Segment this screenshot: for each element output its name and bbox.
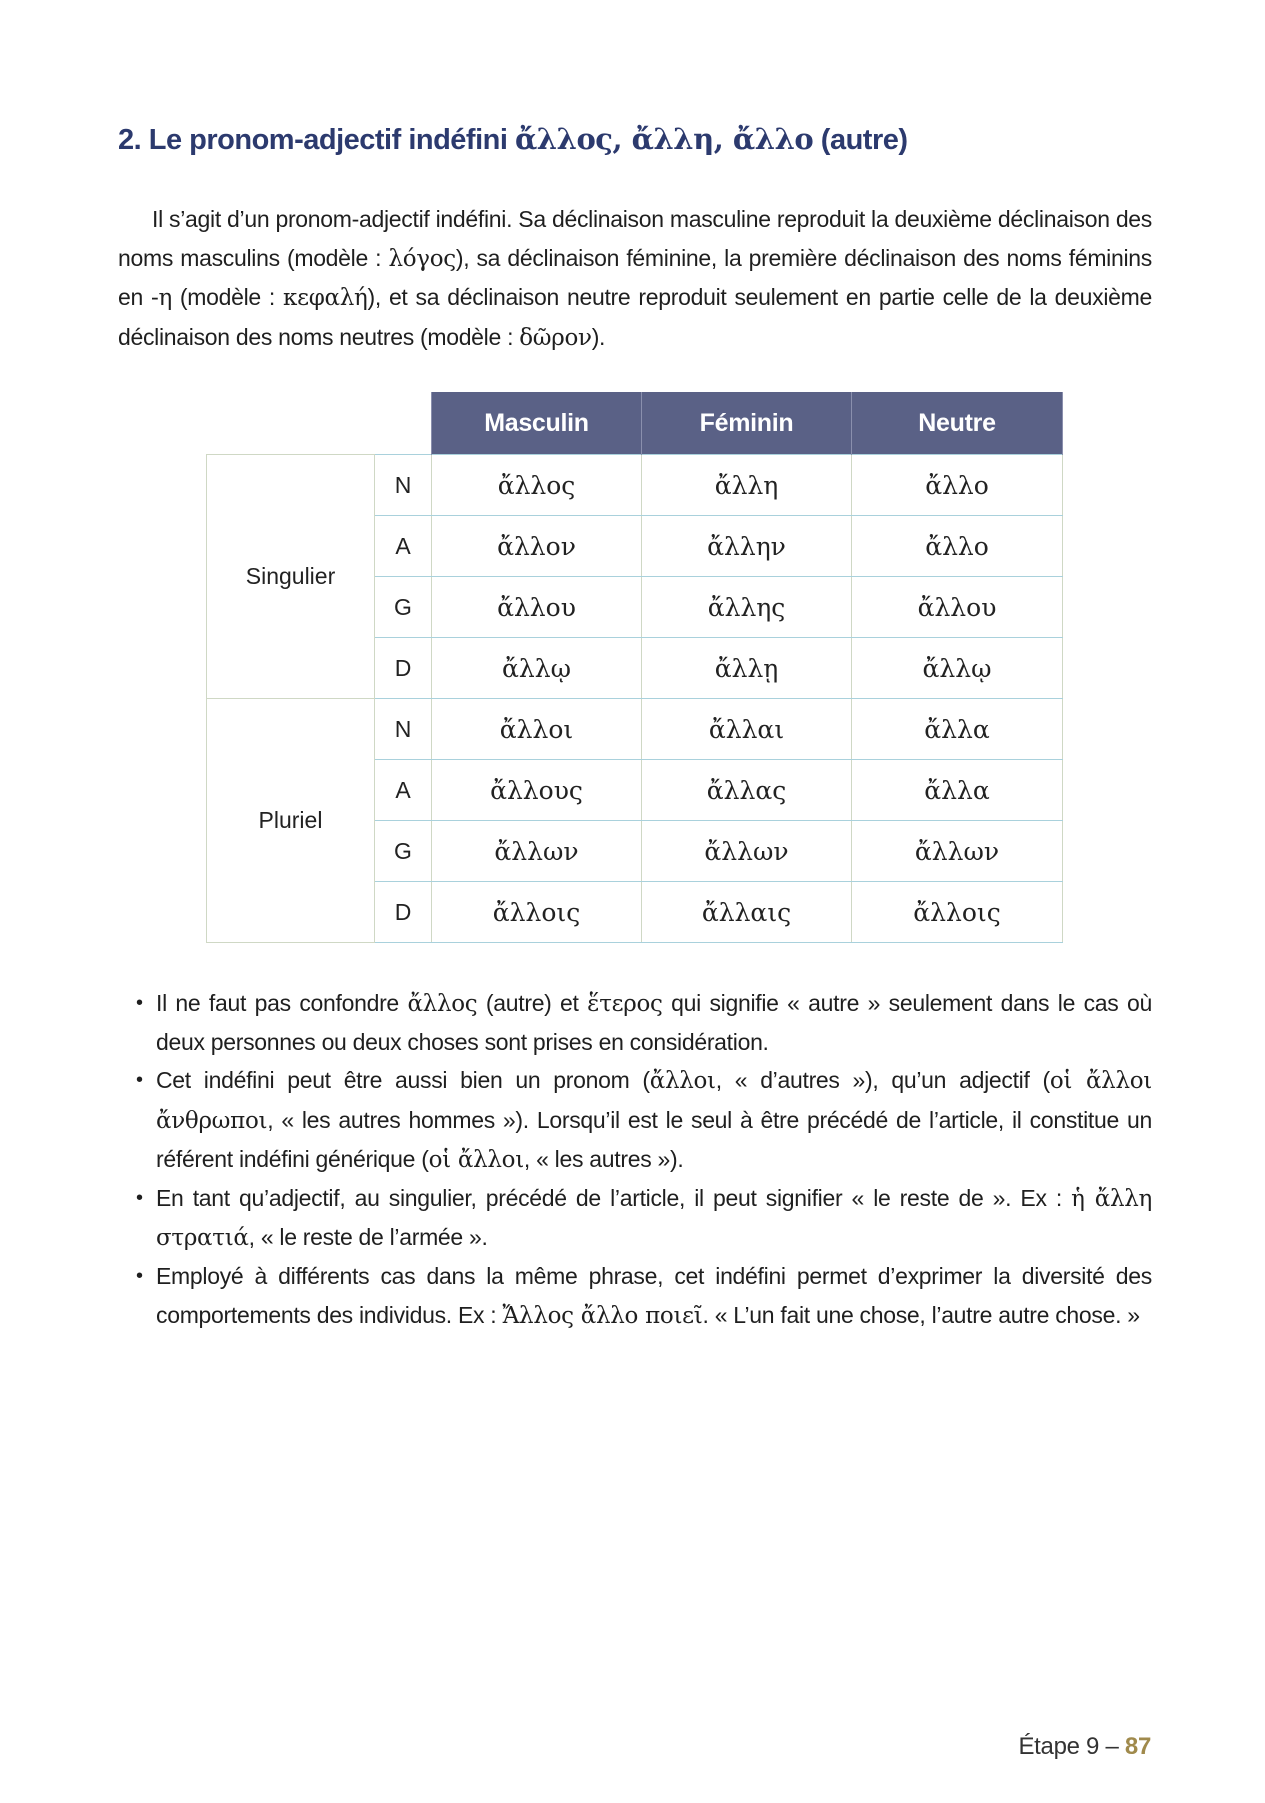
case-label: D [375, 638, 432, 699]
intro-text: (modèle : [171, 284, 284, 310]
form-cell: ἄλλον [432, 516, 642, 577]
case-label: G [375, 821, 432, 882]
form-cell: ἄλλου [432, 577, 642, 638]
note-text: En tant qu’adjectif, au singulier, précédé de l’article, il peut signifier « le reste de ». Ex : [156, 1185, 1072, 1212]
intro-text: ). [591, 323, 606, 350]
case-label: D [375, 882, 432, 943]
form-cell: ἄλλην [642, 516, 852, 577]
form-cell: ἄλλαις [642, 882, 852, 943]
form-cell: ἄλλῳ [432, 638, 642, 699]
intro-greek: δῶρον [519, 324, 592, 351]
intro-greek: -η [150, 285, 172, 311]
form-cell: ἄλλοι [432, 699, 642, 760]
note-greek: ἡ ἄλλη στρατιά [156, 1186, 1152, 1252]
form-cell: ἄλλας [642, 760, 852, 821]
note-text: Il ne faut pas confondre [156, 990, 408, 1016]
form-cell: ἄλλος [432, 455, 642, 516]
number-label-singulier: Singulier [207, 455, 375, 699]
bullet-icon: • [136, 992, 143, 1014]
note-greek: ἕτερος [587, 991, 663, 1017]
header-blank [207, 392, 375, 455]
note-greek: οἱ ἄλλοι [428, 1146, 524, 1173]
form-cell: ἄλλαι [642, 699, 852, 760]
form-cell: ἄλλοις [432, 882, 642, 943]
notes-list [136, 984, 1152, 1335]
header-neutre: Neutre [852, 392, 1063, 455]
note-greek: ἄλλος [407, 991, 478, 1017]
declension-table [206, 392, 1063, 943]
note-text: , « les autres hommes »). Lorsqu’il est le seul à être précédé de l’article, il constitue un référent indéfini générique ( [156, 1106, 1152, 1172]
table-row [207, 699, 1063, 760]
heading-greek: ἄλλος, ἄλλη, ἄλλο [514, 122, 814, 156]
section-heading [118, 122, 1158, 157]
case-label: G [375, 577, 432, 638]
bullet-icon: • [136, 1187, 143, 1210]
intro-text: Il s’agit d’un pronom-adjectif indéfini. Sa déclinaison masculine reproduit la deuxième déclinaison des noms masculins (modèle : [118, 206, 1152, 271]
form-cell: ἄλλῃ [642, 638, 852, 699]
heading-prefix: 2. Le pronom-adjectif indéfini [118, 124, 515, 156]
header-masculin: Masculin [432, 392, 642, 455]
list-item [136, 984, 1152, 1061]
list-item [136, 1179, 1152, 1257]
page-footer [1018, 1733, 1151, 1761]
bullet-icon: • [136, 1265, 143, 1288]
list-item [136, 1061, 1152, 1179]
form-cell: ἄλλους [432, 760, 642, 821]
note-text: . « L’un fait une chose, l’autre autre chose. » [702, 1301, 1140, 1328]
note-text: , « d’autres »), qu’un adjectif ( [715, 1067, 1050, 1094]
header-feminin: Féminin [642, 392, 852, 455]
note-text: (autre) et [477, 990, 588, 1016]
table-row [207, 455, 1063, 516]
form-cell: ἄλλης [642, 577, 852, 638]
number-label-pluriel: Pluriel [207, 699, 375, 943]
case-label: N [375, 455, 432, 516]
form-cell: ἄλλα [852, 760, 1063, 821]
note-text: Employé à différents cas dans la même phrase, cet indéfini permet d’exprimer la diversité des comportements des individus. Ex : [156, 1263, 1152, 1328]
heading-suffix: (autre) [813, 124, 908, 156]
form-cell: ἄλλοις [852, 882, 1063, 943]
form-cell: ἄλλο [852, 516, 1063, 577]
intro-paragraph [118, 200, 1152, 357]
note-text: , « le reste de l’armée ». [248, 1224, 488, 1251]
note-greek: οἱ ἄλλοι ἄνθρωποι [156, 1068, 1152, 1134]
note-greek: Ἄλλος ἄλλο ποιεῖ [502, 1302, 703, 1329]
header-blank [375, 392, 432, 455]
note-text: Cet indéfini peut être aussi bien un pronom ( [156, 1067, 650, 1094]
page-number: 87 [1124, 1733, 1151, 1760]
case-label: A [375, 760, 432, 821]
footer-label: Étape 9 – [1018, 1733, 1125, 1760]
form-cell: ἄλλα [852, 699, 1063, 760]
form-cell: ἄλλων [642, 821, 852, 882]
form-cell: ἄλλο [852, 455, 1063, 516]
list-item [136, 1257, 1152, 1334]
form-cell: ἄλλη [642, 455, 852, 516]
note-text: qui signifie « autre » seulement dans le cas où deux personnes ou deux choses sont prises en considération. [156, 990, 1152, 1056]
form-cell: ἄλλων [432, 821, 642, 882]
intro-greek: κεφαλή [283, 285, 368, 311]
case-label: A [375, 516, 432, 577]
intro-greek: λόγος [388, 245, 456, 272]
bullet-icon: • [136, 1069, 143, 1092]
intro-text: ), sa déclinaison féminine, la première déclinaison des noms féminins en [118, 244, 1152, 310]
table-header-row [207, 392, 1063, 455]
case-label: N [375, 699, 432, 760]
form-cell: ἄλλων [852, 821, 1063, 882]
note-greek: ἄλλοι [649, 1068, 716, 1095]
form-cell: ἄλλου [852, 577, 1063, 638]
form-cell: ἄλλῳ [852, 638, 1063, 699]
note-text: , « les autres »). [523, 1145, 684, 1172]
intro-text: ), et sa déclinaison neutre reproduit seulement en partie celle de la deuxième déclinaison des noms neutres (modèle : [118, 284, 1152, 350]
